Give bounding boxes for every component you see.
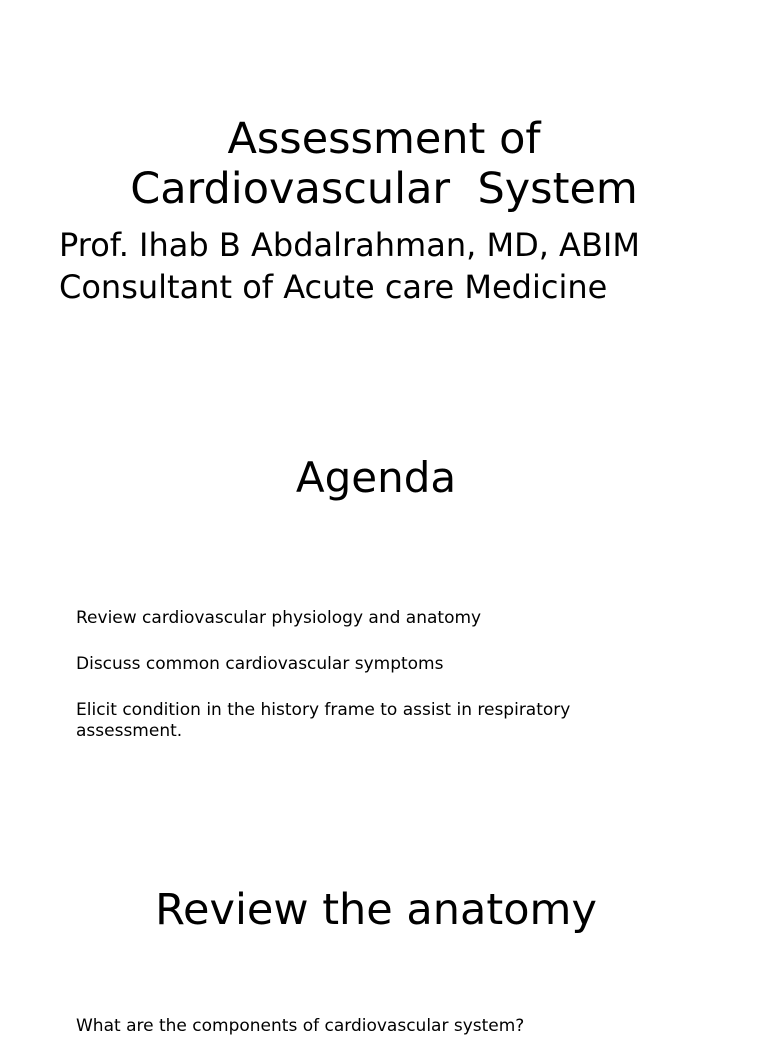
presentation-subtitle — [59, 224, 640, 308]
agenda-item: Discuss common cardiovascular symptoms — [76, 654, 444, 674]
anatomy-heading: Review the anatomy — [155, 885, 597, 935]
agenda-heading: Agenda — [295, 453, 457, 502]
anatomy-first-line — [76, 1016, 525, 1036]
agenda-list — [76, 608, 676, 767]
title-line-1: Assessment of — [227, 114, 541, 164]
role-line: Consultant of Acute care Medicine — [59, 268, 608, 306]
title-line-2: Cardiovascular System — [130, 164, 638, 214]
agenda-item: Review cardiovascular physiology and anatomy — [76, 608, 482, 628]
author-line: Prof. Ihab B Abdalrahman, MD, ABIM — [59, 226, 640, 264]
presentation-title — [0, 114, 768, 214]
agenda-slide — [0, 440, 768, 770]
title-slide — [0, 0, 768, 340]
anatomy-slide — [0, 860, 768, 1036]
agenda-item: Elicit condition in the history frame to assist in respiratory assessment. — [76, 700, 571, 741]
anatomy-first-line-text: What are the components of cardiovascular system? — [76, 1016, 525, 1036]
